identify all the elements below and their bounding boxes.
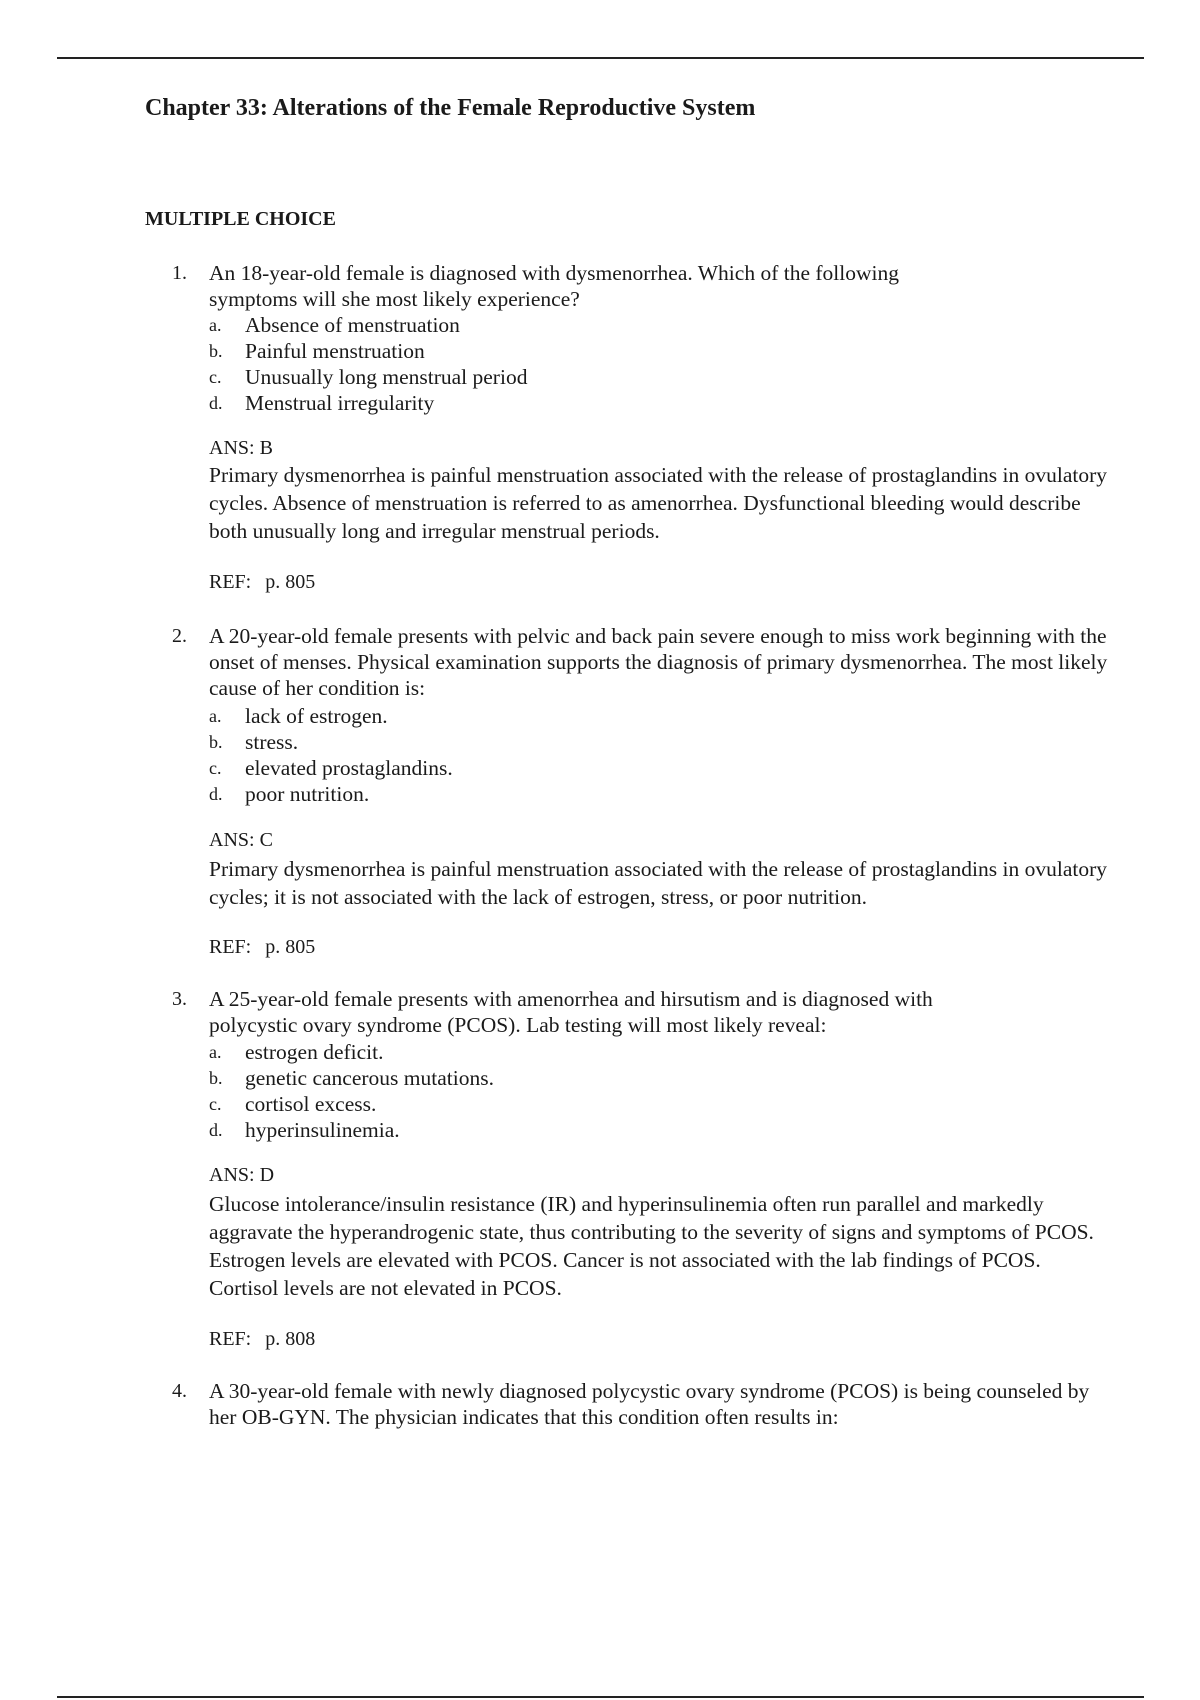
answer-1: ANS: B (209, 437, 273, 459)
option-letter: c. (209, 758, 222, 778)
option-text: Menstrual irregularity (245, 391, 435, 415)
question-number: 2. (172, 625, 187, 647)
rationale-1: Primary dysmenorrhea is painful menstruation associated with the release of prostaglandins in ovulatory cycles. Absence of menstruation is referred to as amenorrhea. Dysfunctional bleeding would describe both unusually long and irregular menstrual periods. (209, 463, 1107, 543)
option-text: stress. (245, 730, 299, 754)
bottom-rule (57, 1696, 1144, 1698)
rationale-3: Glucose intolerance/insulin resistance (IR) and hyperinsulinemia often run parallel and markedly aggravate the hyperandrogenic state, thus contributing to the severity of signs and symptoms of PCOS. Estrogen levels are elevated with PCOS. Cancer is not associated with the lab findings of PCOS. Cortisol levels are not elevated in PCOS. (209, 1192, 1094, 1300)
question-text: A 20-year-old female presents with pelvic and back pain severe enough to miss work beginning with the onset of menses. Physical examination supports the diagnosis of primary dysmenorrhea. The most likely cause of her condition is: (209, 624, 1108, 700)
question-number: 4. (172, 1380, 187, 1402)
option-b (0, 338, 1200, 364)
question-text: A 30-year-old female with newly diagnosed polycystic ovary syndrome (PCOS) is being counseled by her OB-GYN. The physician indicates that this condition often results in: (209, 1379, 1090, 1429)
option-letter: a. (209, 1042, 222, 1062)
chapter-title: Chapter 33: Alterations of the Female Reproductive System (145, 95, 756, 121)
option-text: genetic cancerous mutations. (245, 1066, 494, 1090)
section-heading: MULTIPLE CHOICE (145, 208, 336, 230)
option-a (0, 703, 1200, 729)
question-number: 1. (172, 262, 187, 284)
option-letter: b. (209, 1068, 223, 1088)
option-letter: c. (209, 1094, 222, 1114)
option-text: hyperinsulinemia. (245, 1118, 400, 1142)
option-text: lack of estrogen. (245, 704, 388, 728)
ref-label: REF: (209, 1328, 252, 1350)
option-a (0, 312, 1200, 338)
ref-page: p. 808 (265, 1328, 316, 1350)
option-c (0, 755, 1200, 781)
option-text: Unusually long menstrual period (245, 365, 528, 389)
option-text: elevated prostaglandins. (245, 756, 453, 780)
question-text: An 18-year-old female is diagnosed with dysmenorrhea. Which of the following symptoms will she most likely experience? (209, 261, 899, 311)
option-letter: d. (209, 393, 223, 413)
option-text: Absence of menstruation (245, 313, 460, 337)
question-text: A 25-year-old female presents with amenorrhea and hirsutism and is diagnosed with polycystic ovary syndrome (PCOS). Lab testing will most likely reveal: (209, 987, 933, 1037)
top-rule (57, 57, 1144, 59)
ref-page: p. 805 (265, 936, 316, 958)
option-letter: d. (209, 784, 223, 804)
answer-2: ANS: C (209, 829, 273, 851)
option-d (0, 1117, 1200, 1143)
option-text: Painful menstruation (245, 339, 425, 363)
option-text: poor nutrition. (245, 782, 370, 806)
ref-label: REF: (209, 936, 252, 958)
option-letter: b. (209, 732, 223, 752)
reference-2 (209, 934, 315, 960)
option-d (0, 390, 1200, 416)
question-number: 3. (172, 988, 187, 1010)
option-letter: c. (209, 367, 222, 387)
option-letter: b. (209, 341, 223, 361)
option-text: cortisol excess. (245, 1092, 377, 1116)
option-letter: a. (209, 706, 222, 726)
option-b (0, 729, 1200, 755)
option-letter: d. (209, 1120, 223, 1140)
ref-page: p. 805 (265, 571, 316, 593)
ref-label: REF: (209, 571, 252, 593)
option-b (0, 1065, 1200, 1091)
option-letter: a. (209, 315, 222, 335)
reference-1 (209, 569, 315, 595)
answer-3: ANS: D (209, 1164, 275, 1186)
reference-3 (209, 1326, 315, 1352)
option-c (0, 1091, 1200, 1117)
option-a (0, 1039, 1200, 1065)
option-text: estrogen deficit. (245, 1040, 384, 1064)
rationale-2: Primary dysmenorrhea is painful menstruation associated with the release of prostaglandins in ovulatory cycles; it is not associated with the lack of estrogen, stress, or poor nutrition. (209, 857, 1107, 909)
option-d (0, 781, 1200, 807)
option-c (0, 364, 1200, 390)
